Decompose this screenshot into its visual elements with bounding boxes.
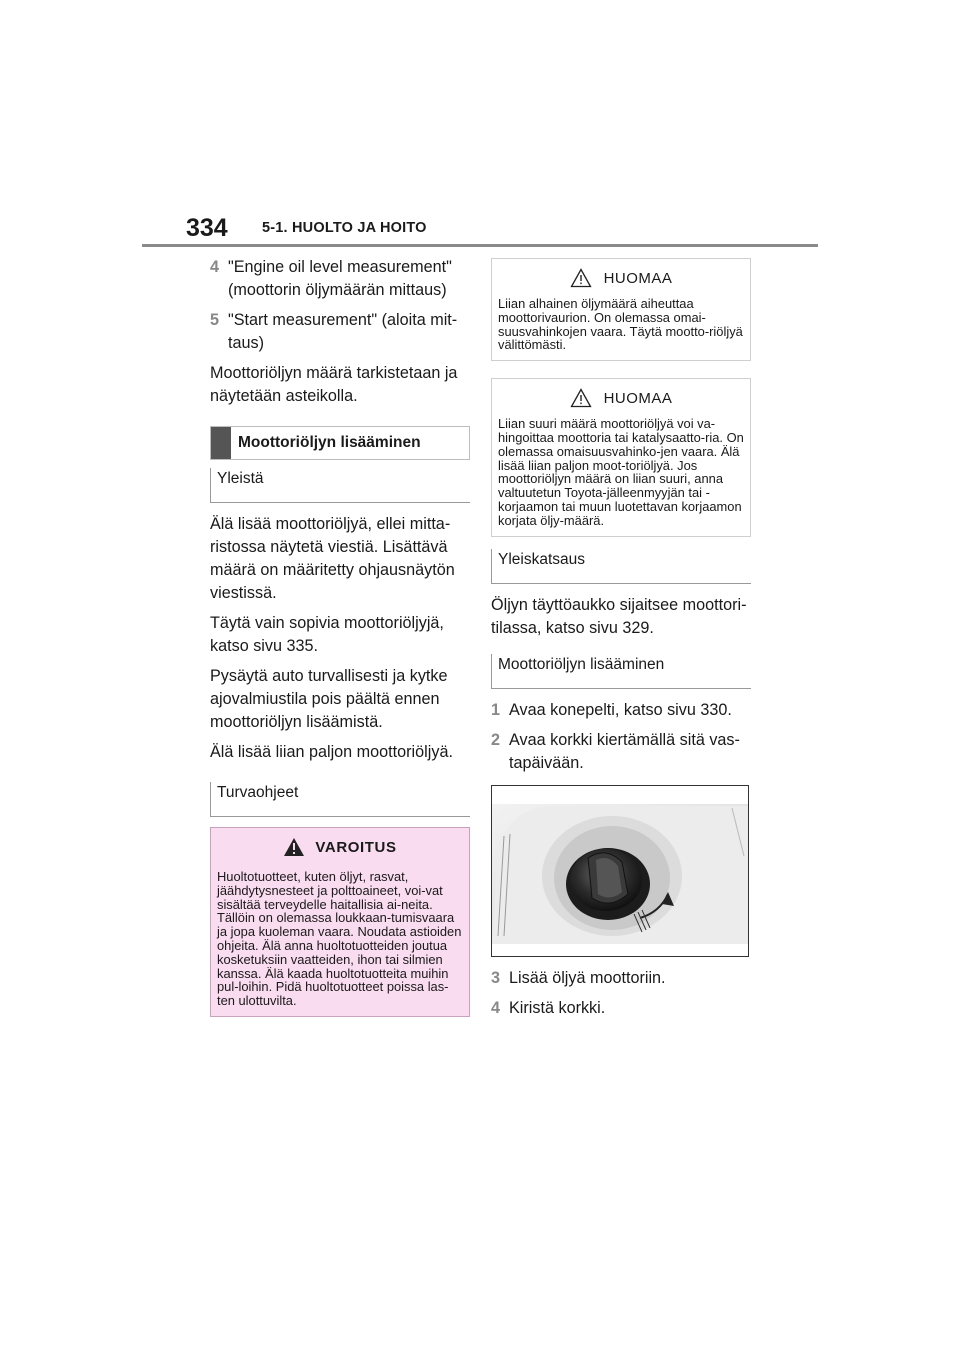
- section-title: 5-1. HUOLTO JA HOITO: [262, 220, 427, 236]
- warning-triangle-icon: [283, 837, 305, 857]
- notice-body: Liian alhainen öljymäärä aiheuttaa moottorivaurion. On olemassa omai-suusvahinkojen vaara. Täytä mootto-riöljyä välittömästi.: [498, 296, 743, 353]
- section-heading-text: Moottoriöljyn lisääminen: [238, 434, 421, 451]
- step-4-top: [210, 256, 470, 302]
- notice-title-text: HUOMAA: [603, 269, 673, 287]
- warning-title-text: VAROITUS: [315, 838, 397, 856]
- general-para-3: Pysäytä auto turvallisesti ja kytke ajovalmiustila pois päältä ennen moottoriöljyn lisäämistä.: [210, 667, 448, 731]
- right-column: [491, 258, 751, 1027]
- caution-triangle-icon: [570, 268, 592, 288]
- page-number: 334: [186, 214, 228, 242]
- subheading-adding: Moottoriöljyn lisääminen: [491, 654, 751, 689]
- subheading-general: Yleistä: [210, 468, 470, 503]
- step-number: 2: [491, 730, 501, 749]
- general-para-1: Älä lisää moottoriöljyä, ellei mitta-ristossa näytetä viestiä. Lisättävä määrä on määritetty ohjausnäytön viestissä.: [210, 515, 455, 602]
- subheading-overview: Yleiskatsaus: [491, 549, 751, 584]
- step-number: 5: [210, 311, 220, 329]
- subheading-safety: Turvaohjeet: [210, 782, 470, 817]
- step-text: Lisää öljyä moottoriin.: [509, 968, 666, 987]
- notice-title: [498, 385, 744, 411]
- notice-box-2: [491, 378, 751, 536]
- step-number: 4: [491, 998, 501, 1017]
- left-column: [210, 256, 470, 1017]
- step-2: [491, 729, 751, 775]
- step-5-top: [210, 309, 470, 355]
- step-text: "Engine oil level measurement" (moottorin öljymäärän mittaus): [228, 258, 452, 299]
- oil-filler-cap-figure: [491, 785, 749, 957]
- oil-filler-cap-illustration-icon: [492, 786, 748, 956]
- notice-title-text: HUOMAA: [603, 389, 673, 407]
- step-4: [491, 997, 751, 1020]
- notice-title: [498, 265, 744, 291]
- step-number: 4: [210, 258, 220, 276]
- caution-triangle-icon: [570, 388, 592, 408]
- warning-title: [217, 834, 463, 860]
- warning-box: [210, 827, 470, 1017]
- step-3: [491, 967, 751, 990]
- notice-box-1: [491, 258, 751, 361]
- general-para-2: Täytä vain sopivia moottoriöljyjä, katso sivu 335.: [210, 614, 444, 655]
- general-para-4: Älä lisää liian paljon moottoriöljyä.: [210, 743, 453, 761]
- warning-body: Huoltotuotteet, kuten öljyt, rasvat, jäähdytysnesteet ja polttoaineet, voi-vat sisältää terveydelle haitallisia ai-neita. Tällöin on olemassa loukkaan-tumisvaara ja jopa kuoleman vaara. Noudata astioiden ohjeita. Älä anna huoltotuotteiden joutua kosketuksiin vaatteiden, ihon tai silmien kanssa. Älä kaada huoltotuotteita muihin pul-loihin. Pidä huoltotuotteet poissa las-ten ulottuvilta.: [217, 869, 462, 1009]
- step-text: "Start measurement" (aloita mit-taus): [228, 311, 458, 352]
- section-heading: [210, 426, 470, 460]
- step-text: Avaa korkki kiertämällä sitä vas-tapäivään.: [509, 730, 740, 772]
- overview-paragraph: Öljyn täyttöaukko sijaitsee moottori-tilassa, katso sivu 329.: [491, 595, 747, 637]
- step-text: Avaa konepelti, katso sivu 330.: [509, 700, 732, 719]
- header-rule: [142, 244, 818, 247]
- heading-bar: [211, 427, 231, 459]
- step-text: Kiristä korkki.: [509, 998, 606, 1017]
- step-1: [491, 699, 751, 722]
- step-number: 3: [491, 968, 501, 987]
- notice-body: Liian suuri määrä moottoriöljyä voi va-hingoittaa moottoria tai katalysaatto-ria. On olemassa omaisuusvahinko-jen vaara. Älä lisää liian paljon moot-toriöljyä. Jos moottoriöljyn määrä on liian suuri, anna valtuutetun Toyota-jälleenmyyjän tai -korjaamon tai muun luotettavan korjaamon korjata öljy-määrä.: [498, 416, 744, 528]
- measure-paragraph: Moottoriöljyn määrä tarkistetaan ja näytetään asteikolla.: [210, 364, 458, 405]
- step-number: 1: [491, 700, 501, 719]
